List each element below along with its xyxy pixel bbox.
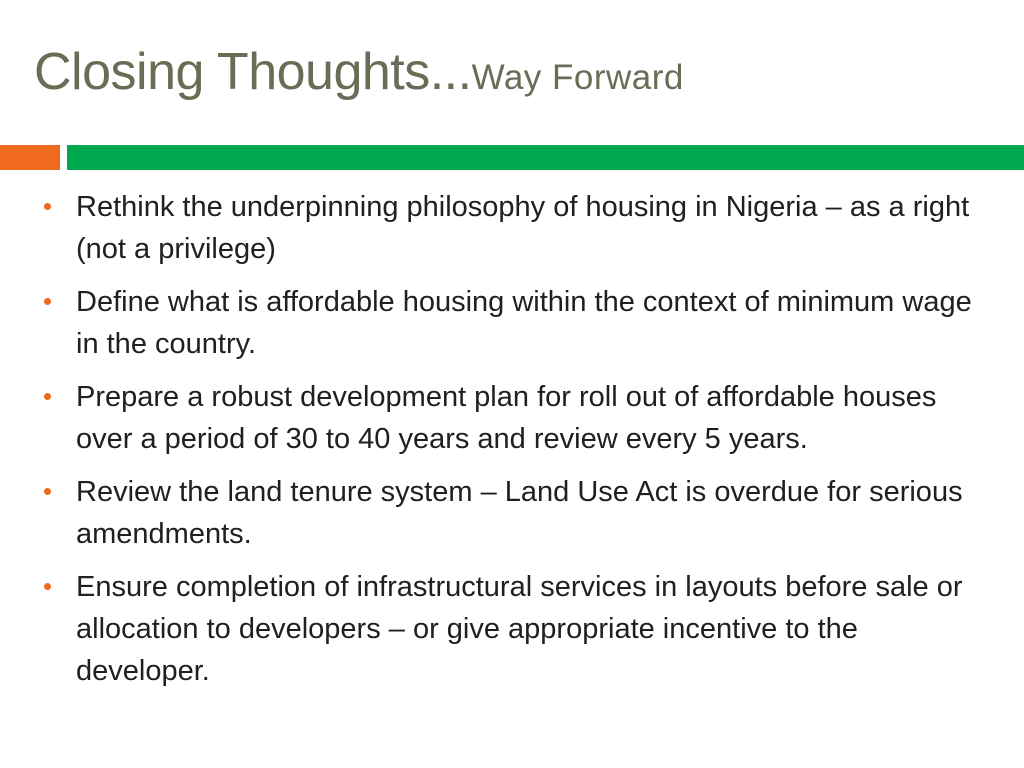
bullet-text: Rethink the underpinning philosophy of housing in Nigeria – as a right (not a privilege)	[76, 191, 970, 265]
slide-title	[34, 43, 684, 101]
bullet-item	[42, 186, 992, 270]
bullet-dot-icon	[44, 488, 51, 495]
slide-title-main: Closing Thoughts...	[34, 43, 472, 101]
bullet-dot-icon	[44, 393, 51, 400]
accent-bar-green	[67, 145, 1024, 170]
bullet-text: Define what is affordable housing within the context of minimum wage in the country.	[76, 286, 972, 360]
bullet-item	[42, 376, 992, 460]
bullet-item	[42, 281, 992, 365]
bullet-dot-icon	[44, 298, 51, 305]
bullet-text: Prepare a robust development plan for roll out of affordable houses over a period of 30 to 40 years and review every 5 years.	[76, 381, 937, 455]
slide-title-sub: Way Forward	[471, 58, 684, 97]
bullet-text: Ensure completion of infrastructural services in layouts before sale or allocation to developers – or give appropriate incentive to the developer.	[76, 571, 963, 687]
bullet-item	[42, 471, 992, 555]
bullet-text: Review the land tenure system – Land Use Act is overdue for serious amendments.	[76, 476, 963, 550]
bullet-dot-icon	[44, 583, 51, 590]
accent-bar-orange	[0, 145, 60, 170]
bullet-item	[42, 566, 992, 692]
bullet-dot-icon	[44, 203, 51, 210]
bullet-list	[42, 186, 992, 703]
